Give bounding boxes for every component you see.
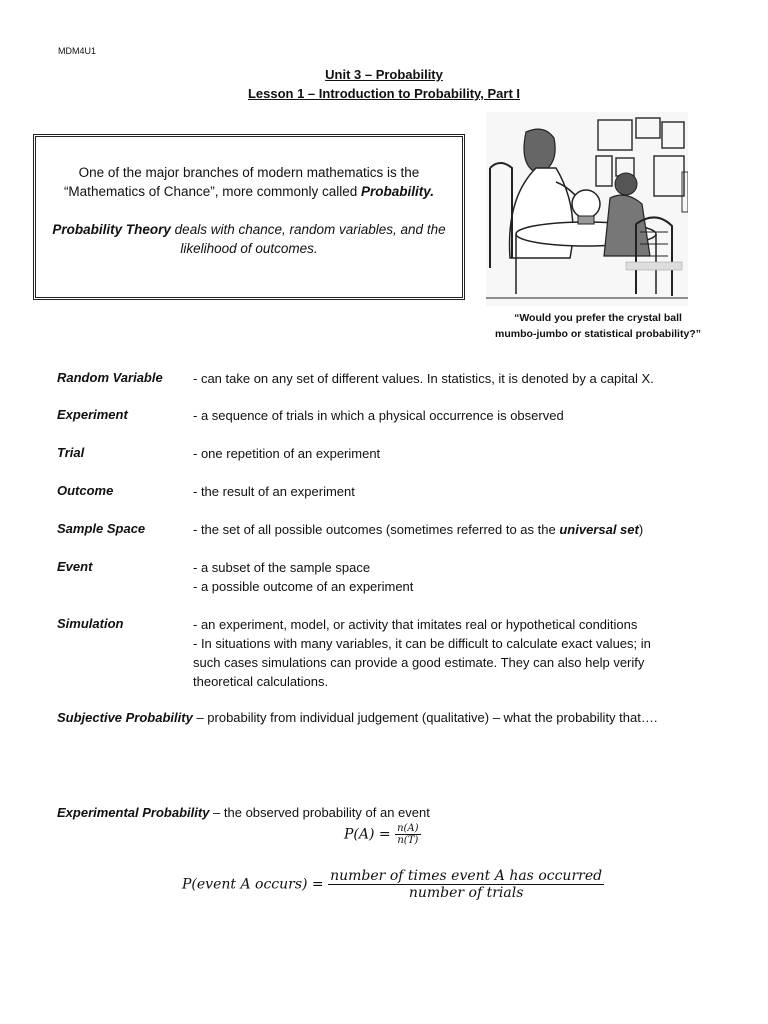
def-trial: - one repetition of an experiment xyxy=(193,446,381,461)
term-sample-space: Sample Space xyxy=(57,521,146,536)
def-random-variable: - can take on any set of different values. In statistics, it is denoted by a capital X. xyxy=(193,371,654,386)
intro-line-2: “Mathematics of Chance”, more commonly called Probability. xyxy=(63,184,435,199)
term-outcome: Outcome xyxy=(57,483,114,498)
term-trial: Trial xyxy=(57,445,85,460)
formula-pa: P(A) = $\frac{n(A)}{n(T)}$ xyxy=(344,823,419,846)
intro-line-1: One of the major branches of modern mathematics is the xyxy=(78,165,420,180)
term-experiment: Experiment xyxy=(57,407,128,422)
cartoon-caption: “Would you prefer the crystal ball mumbo-jumbo or statistical probability?” xyxy=(495,312,701,340)
lesson-title: Lesson 1 – Introduction to Probability, Part I xyxy=(247,86,521,101)
def-simulation: - an experiment, model, or activity that imitates real or hypothetical conditions - In situations with many variables, it can be difficult to calculate exact values; in such cases simulations can provide a good estimate. They can also help verify theoretical calculations. xyxy=(193,617,651,689)
course-code: MDM4U1 xyxy=(58,46,97,56)
subjective-probability: Subjective Probability – probability from individual judgement (qualitative) – what the probability that…. xyxy=(57,710,658,725)
term-simulation: Simulation xyxy=(57,616,124,631)
term-event: Event xyxy=(57,559,93,574)
term-random-variable: Random Variable xyxy=(57,370,163,385)
formula-event-a: P(event A occurs) = $\frac{\text{number of times event A has occurred}}{\text{number of trials}}$ xyxy=(182,868,603,901)
intro-box xyxy=(33,134,465,300)
def-event: - a subset of the sample space - a possible outcome of an experiment xyxy=(193,560,414,594)
experimental-probability: Experimental Probability – the observed probability of an event xyxy=(57,805,430,820)
def-sample-space: - the set of all possible outcomes (sometimes referred to as the universal set) xyxy=(193,522,644,537)
theory-line-2: likelihood of outcomes. xyxy=(180,241,318,256)
theory-line-1: Probability Theory deals with chance, random variables, and the xyxy=(52,222,446,237)
fortune-teller-cartoon xyxy=(486,112,688,306)
def-experiment: - a sequence of trials in which a physical occurrence is observed xyxy=(193,408,564,423)
unit-title: Unit 3 – Probability xyxy=(325,67,443,82)
def-outcome: - the result of an experiment xyxy=(193,484,355,499)
